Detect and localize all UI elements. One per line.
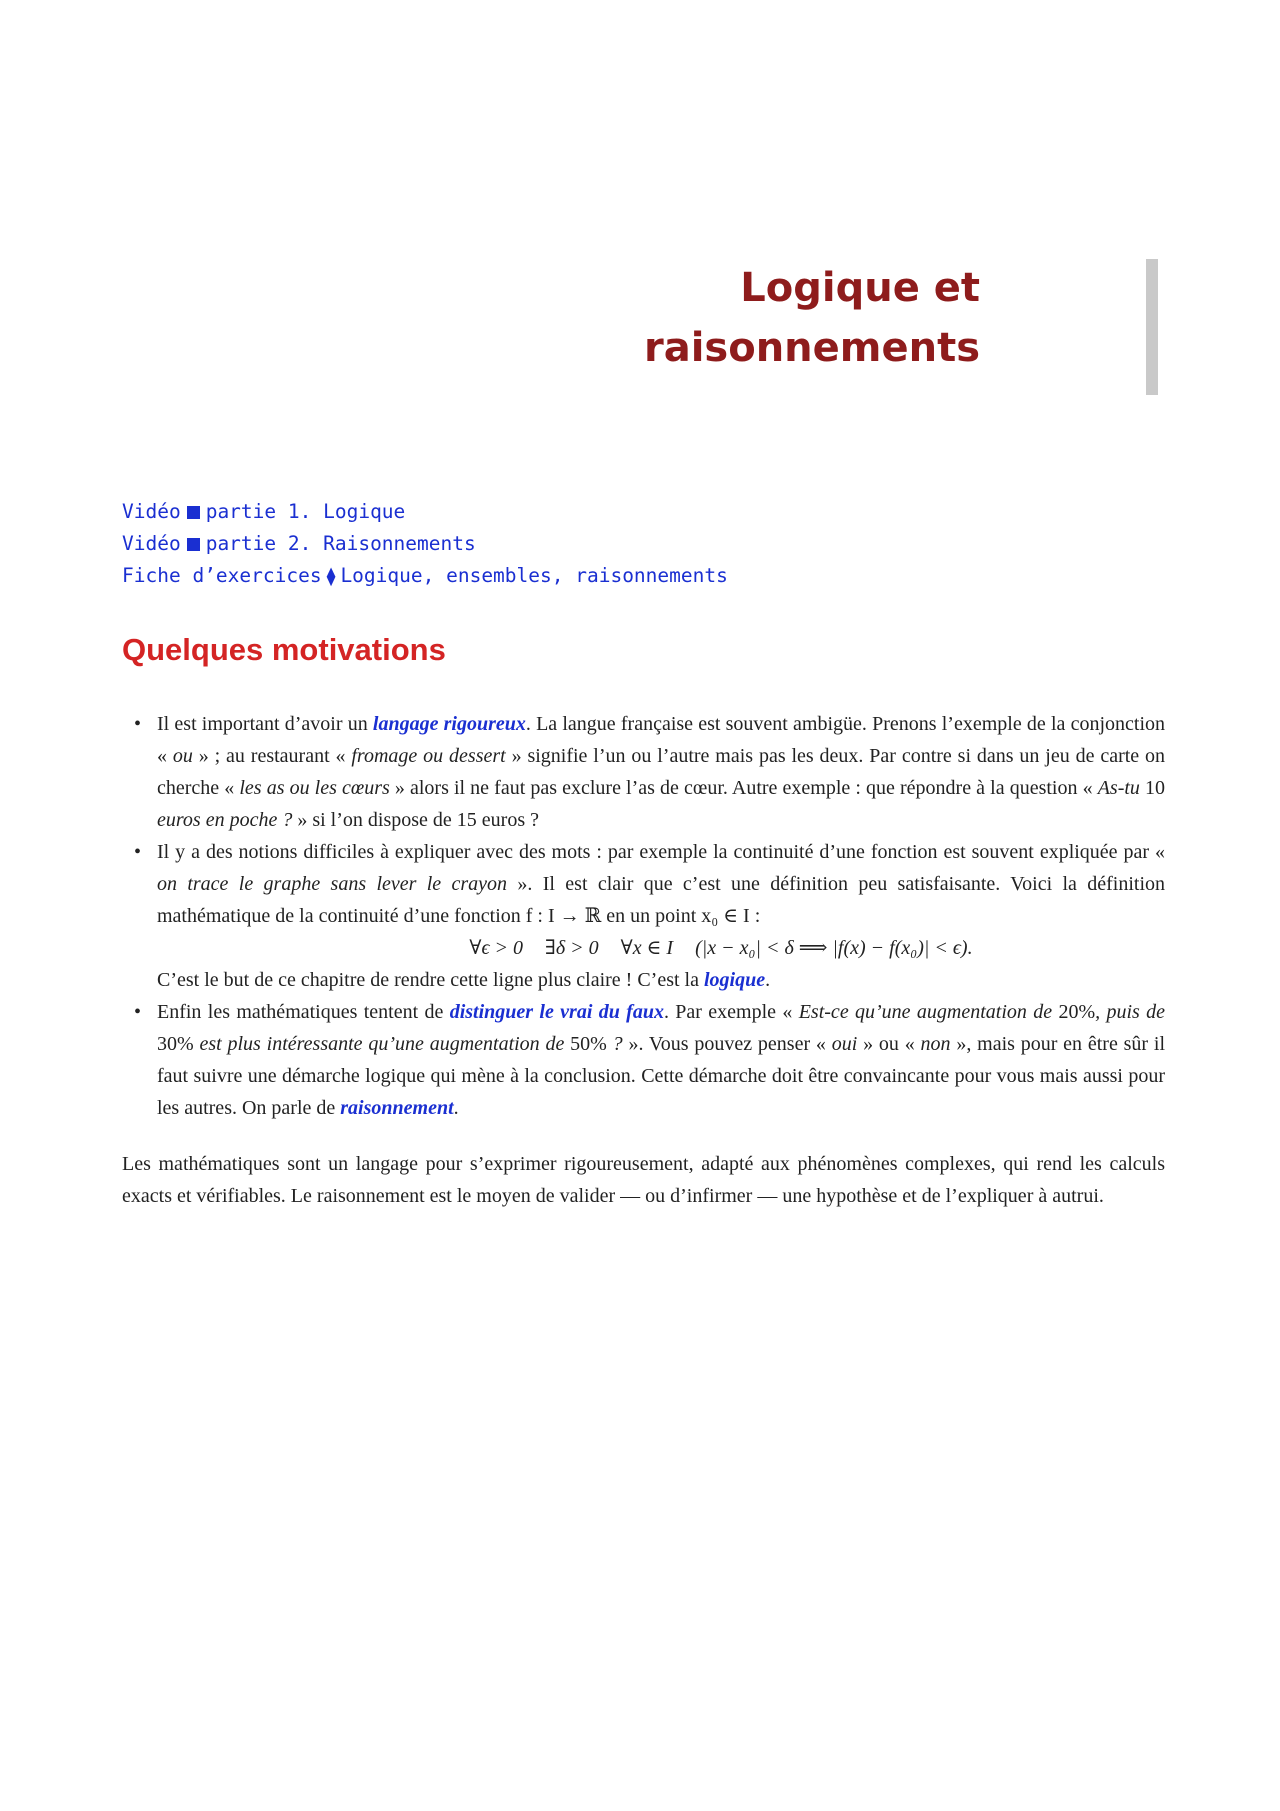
link-text: Logique, ensembles, raisonnements [340,564,728,587]
section-content [122,708,1165,1232]
link-text: partie 2. Raisonnements [205,532,476,555]
resource-links [122,496,728,593]
video-link-1[interactable] [122,496,728,528]
chapter-title [644,258,990,378]
list-item: • Enfin les mathématiques tentent de distinguer le vrai du faux. Par exemple « Est-ce qu’une augmentation de 20%, puis de 30% est plus intéressante qu’une augmentation de 50% ? ». Vous pouvez penser « oui » ou « non », mais pour en être sûr il faut suivre une démarche logique qui mène à la conclusion. Cette démarche doit être convaincante pour vous mais aussi pour les autres. On parle de raisonnement. [122,996,1165,1124]
list-item: • Il y a des notions difficiles à expliquer avec des mots : par exemple la continuité d’une fonction est souvent expliquée par « on trace le graphe sans lever le crayon ». Il est clair que c’est une définition peu satisfaisante. Voici la définition mathématique de la continuité d’une fonction f : I → ℝ en un point x₀ ∈ I : ∀ϵ > 0 ∃δ > 0 ∀x ∈ I (|x − x₀| < δ ⟹ |f(x) − f(x₀)| < ϵ). C’est le but de ce chapitre de rendre cette ligne plus claire ! C’est la logique. [122,836,1165,996]
video-link-2[interactable] [122,528,728,560]
conclusion-paragraph: Les mathématiques sont un langage pour s’exprimer rigoureusement, adapté aux phénomènes complexes, qui rend les calculs exacts et vérifiables. Le raisonnement est le moyen de valider — ou d’infirmer — une hypothèse et de l’expliquer à autrui. [122,1153,1165,1207]
section-title: Quelques motivations [122,632,446,667]
diamond-icon: ⧫ [325,566,337,587]
chapter-title-line1: Logique et [740,265,980,311]
keyword: raisonnement [340,1097,454,1119]
keyword: distinguer le vrai du faux [449,1001,664,1023]
link-prefix: Fiche d’exercices [122,564,322,587]
continuity-formula: ∀ϵ > 0 ∃δ > 0 ∀x ∈ I (|x − x₀| < δ ⟹ |f(x) − f(x₀)| < ϵ). [469,937,973,959]
motivation-list [122,708,1165,1124]
keyword: langage rigoureux [372,713,526,735]
link-text: partie 1. Logique [205,500,406,523]
list-item: • Il est important d’avoir un langage rigoureux. La langue française est souvent ambigüe. Prenons l’exemple de la conjonction « ou » ; au restaurant « fromage ou dessert » signifie l’un ou l’autre mais pas les deux. Par contre si dans un jeu de carte on cherche « les as ou les cœurs » alors il ne faut pas exclure l’as de cœur. Autre exemple : que répondre à la question « As-tu 10 euros en poche ? » si l’on dispose de 15 euros ? [122,708,1165,836]
square-icon [187,506,200,519]
square-icon [187,538,200,551]
chapter-title-line2: raisonnements [643,325,980,371]
link-prefix: Vidéo [122,500,181,523]
exercise-sheet-link[interactable] [122,560,728,593]
link-prefix: Vidéo [122,532,181,555]
title-side-bar [1146,259,1158,395]
keyword: logique [703,969,766,991]
